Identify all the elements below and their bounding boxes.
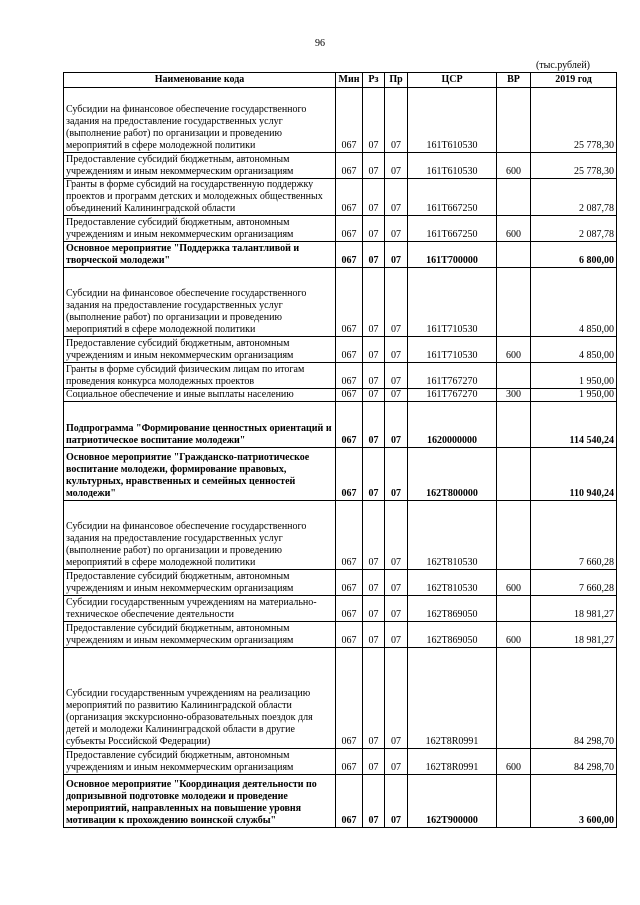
table-row [64, 88, 617, 153]
page-number: 96 [315, 38, 325, 49]
row-vr [497, 648, 531, 749]
header-name: Наименование кода [64, 73, 336, 88]
row-csr: 1620000000 [408, 402, 497, 448]
row-rz: 07 [363, 153, 385, 179]
row-rz: 07 [363, 775, 385, 828]
row-rz: 07 [363, 402, 385, 448]
row-name: Субсидии государственным учреждениям на реализацию мероприятий по развитию Калининградской области (организация экскурсионно-образовательных поездок для детей и молодежи Калининградской области в другие субъекты Российской Федерации) [64, 648, 336, 749]
row-csr: 162Т8R0991 [408, 749, 497, 775]
row-vr [497, 775, 531, 828]
row-rz: 07 [363, 648, 385, 749]
row-pr: 07 [385, 622, 408, 648]
row-csr: 162Т800000 [408, 448, 497, 501]
header-year: 2019 год [531, 73, 617, 88]
row-csr: 161Т710530 [408, 268, 497, 337]
row-min: 067 [336, 179, 363, 216]
row-vr: 600 [497, 337, 531, 363]
row-csr: 162Т810530 [408, 570, 497, 596]
row-min: 067 [336, 337, 363, 363]
table-row [64, 570, 617, 596]
table-row [64, 402, 617, 448]
row-pr: 07 [385, 337, 408, 363]
row-pr: 07 [385, 242, 408, 268]
row-csr: 162Т900000 [408, 775, 497, 828]
row-name: Субсидии на финансовое обеспечение государственного задания на предоставление государственных услуг (выполнение работ) по организации и проведению мероприятий в сфере молодежной политики [64, 268, 336, 337]
row-pr: 07 [385, 749, 408, 775]
table-row [64, 501, 617, 570]
row-amount: 18 981,27 [531, 596, 617, 622]
row-name: Предоставление субсидий бюджетным, автономным учреждениям и иным некоммерческим организациям [64, 337, 336, 363]
row-vr [497, 363, 531, 389]
row-min: 067 [336, 596, 363, 622]
row-vr: 600 [497, 570, 531, 596]
row-rz: 07 [363, 268, 385, 337]
table-row [64, 448, 617, 501]
row-pr: 07 [385, 501, 408, 570]
row-min: 067 [336, 775, 363, 828]
row-amount: 1 950,00 [531, 389, 617, 402]
row-pr: 07 [385, 179, 408, 216]
row-csr: 161Т767270 [408, 389, 497, 402]
table-row [64, 216, 617, 242]
row-csr: 161Т610530 [408, 153, 497, 179]
row-min: 067 [336, 749, 363, 775]
row-name: Основное мероприятие "Гражданско-патриотическое воспитание молодежи, формирование правовых, культурных, нравственных и семейных ценностей молодежи" [64, 448, 336, 501]
units-label: (тыс.рублей) [535, 60, 590, 71]
row-vr [497, 448, 531, 501]
table-row [64, 648, 617, 749]
table-row [64, 596, 617, 622]
row-min: 067 [336, 268, 363, 337]
row-csr: 162Т869050 [408, 596, 497, 622]
row-min: 067 [336, 648, 363, 749]
row-min: 067 [336, 622, 363, 648]
row-vr: 600 [497, 216, 531, 242]
row-pr: 07 [385, 153, 408, 179]
header-csr: ЦСР [408, 73, 497, 88]
row-amount: 7 660,28 [531, 570, 617, 596]
header-pr: Пр [385, 73, 408, 88]
row-min: 067 [336, 153, 363, 179]
row-rz: 07 [363, 242, 385, 268]
row-pr: 07 [385, 363, 408, 389]
row-vr: 600 [497, 749, 531, 775]
table-row [64, 775, 617, 828]
row-min: 067 [336, 570, 363, 596]
row-name: Основное мероприятие "Координация деятельности по допризывной подготовке молодежи и проведение мероприятий, направленных на повышение уровня мотивации к прохождению воинской службы" [64, 775, 336, 828]
row-name: Субсидии государственным учреждениям на материально-техническое обеспечение деятельности [64, 596, 336, 622]
row-name: Предоставление субсидий бюджетным, автономным учреждениям и иным некоммерческим организациям [64, 749, 336, 775]
row-name: Подпрограмма "Формирование ценностных ориентаций и патриотическое воспитание молодежи" [64, 402, 336, 448]
row-name: Гранты в форме субсидий на государственную поддержку проектов и программ детских и молодежных общественных объединений Калининградской области [64, 179, 336, 216]
row-vr [497, 88, 531, 153]
table-row [64, 337, 617, 363]
row-pr: 07 [385, 268, 408, 337]
row-pr: 07 [385, 389, 408, 402]
row-rz: 07 [363, 216, 385, 242]
row-pr: 07 [385, 648, 408, 749]
row-vr: 600 [497, 622, 531, 648]
row-rz: 07 [363, 501, 385, 570]
row-name: Социальное обеспечение и иные выплаты населению [64, 389, 336, 402]
row-amount: 7 660,28 [531, 501, 617, 570]
row-csr: 161Т667250 [408, 216, 497, 242]
row-amount: 4 850,00 [531, 337, 617, 363]
row-csr: 162Т869050 [408, 622, 497, 648]
row-csr: 161Т610530 [408, 88, 497, 153]
row-name: Предоставление субсидий бюджетным, автономным учреждениям и иным некоммерческим организациям [64, 622, 336, 648]
row-pr: 07 [385, 775, 408, 828]
row-min: 067 [336, 242, 363, 268]
row-vr [497, 402, 531, 448]
row-min: 067 [336, 501, 363, 570]
table-row [64, 622, 617, 648]
table-row [64, 749, 617, 775]
row-amount: 25 778,30 [531, 153, 617, 179]
table-row [64, 179, 617, 216]
table-row [64, 268, 617, 337]
budget-table [63, 72, 617, 828]
row-amount: 2 087,78 [531, 216, 617, 242]
row-name: Субсидии на финансовое обеспечение государственного задания на предоставление государственных услуг (выполнение работ) по организации и проведению мероприятий в сфере молодежной политики [64, 88, 336, 153]
row-csr: 162Т8R0991 [408, 648, 497, 749]
table-row [64, 363, 617, 389]
row-vr [497, 179, 531, 216]
row-csr: 161Т700000 [408, 242, 497, 268]
row-rz: 07 [363, 337, 385, 363]
row-csr: 161Т710530 [408, 337, 497, 363]
row-min: 067 [336, 363, 363, 389]
row-pr: 07 [385, 448, 408, 501]
header-rz: Рз [363, 73, 385, 88]
row-rz: 07 [363, 596, 385, 622]
header-vr: ВР [497, 73, 531, 88]
row-vr [497, 596, 531, 622]
row-name: Предоставление субсидий бюджетным, автономным учреждениям и иным некоммерческим организациям [64, 216, 336, 242]
row-vr [497, 242, 531, 268]
row-name: Предоставление субсидий бюджетным, автономным учреждениям и иным некоммерческим организациям [64, 153, 336, 179]
row-rz: 07 [363, 749, 385, 775]
row-vr [497, 501, 531, 570]
header-min: Мин [336, 73, 363, 88]
row-vr: 300 [497, 389, 531, 402]
row-name: Основное мероприятие "Поддержка талантливой и творческой молодежи" [64, 242, 336, 268]
table-row [64, 242, 617, 268]
row-rz: 07 [363, 389, 385, 402]
row-rz: 07 [363, 570, 385, 596]
row-pr: 07 [385, 596, 408, 622]
table-row [64, 153, 617, 179]
row-amount: 114 540,24 [531, 402, 617, 448]
row-amount: 1 950,00 [531, 363, 617, 389]
table-row [64, 389, 617, 402]
row-rz: 07 [363, 622, 385, 648]
row-name: Гранты в форме субсидий физическим лицам по итогам проведения конкурса молодежных проектов [64, 363, 336, 389]
row-name: Предоставление субсидий бюджетным, автономным учреждениям и иным некоммерческим организациям [64, 570, 336, 596]
row-pr: 07 [385, 88, 408, 153]
row-pr: 07 [385, 570, 408, 596]
row-amount: 4 850,00 [531, 268, 617, 337]
row-rz: 07 [363, 88, 385, 153]
row-amount: 84 298,70 [531, 648, 617, 749]
row-rz: 07 [363, 448, 385, 501]
row-amount: 18 981,27 [531, 622, 617, 648]
row-rz: 07 [363, 179, 385, 216]
row-amount: 2 087,78 [531, 179, 617, 216]
row-min: 067 [336, 88, 363, 153]
row-amount: 6 800,00 [531, 242, 617, 268]
row-amount: 84 298,70 [531, 749, 617, 775]
row-rz: 07 [363, 363, 385, 389]
row-amount: 110 940,24 [531, 448, 617, 501]
row-min: 067 [336, 448, 363, 501]
row-amount: 3 600,00 [531, 775, 617, 828]
row-min: 067 [336, 216, 363, 242]
row-name: Субсидии на финансовое обеспечение государственного задания на предоставление государственных услуг (выполнение работ) по организации и проведению мероприятий в сфере молодежной политики [64, 501, 336, 570]
row-csr: 162Т810530 [408, 501, 497, 570]
row-min: 067 [336, 402, 363, 448]
table-header-row [64, 73, 617, 88]
row-pr: 07 [385, 402, 408, 448]
row-pr: 07 [385, 216, 408, 242]
row-amount: 25 778,30 [531, 88, 617, 153]
row-csr: 161Т667250 [408, 179, 497, 216]
row-vr: 600 [497, 153, 531, 179]
row-csr: 161Т767270 [408, 363, 497, 389]
row-vr [497, 268, 531, 337]
row-min: 067 [336, 389, 363, 402]
